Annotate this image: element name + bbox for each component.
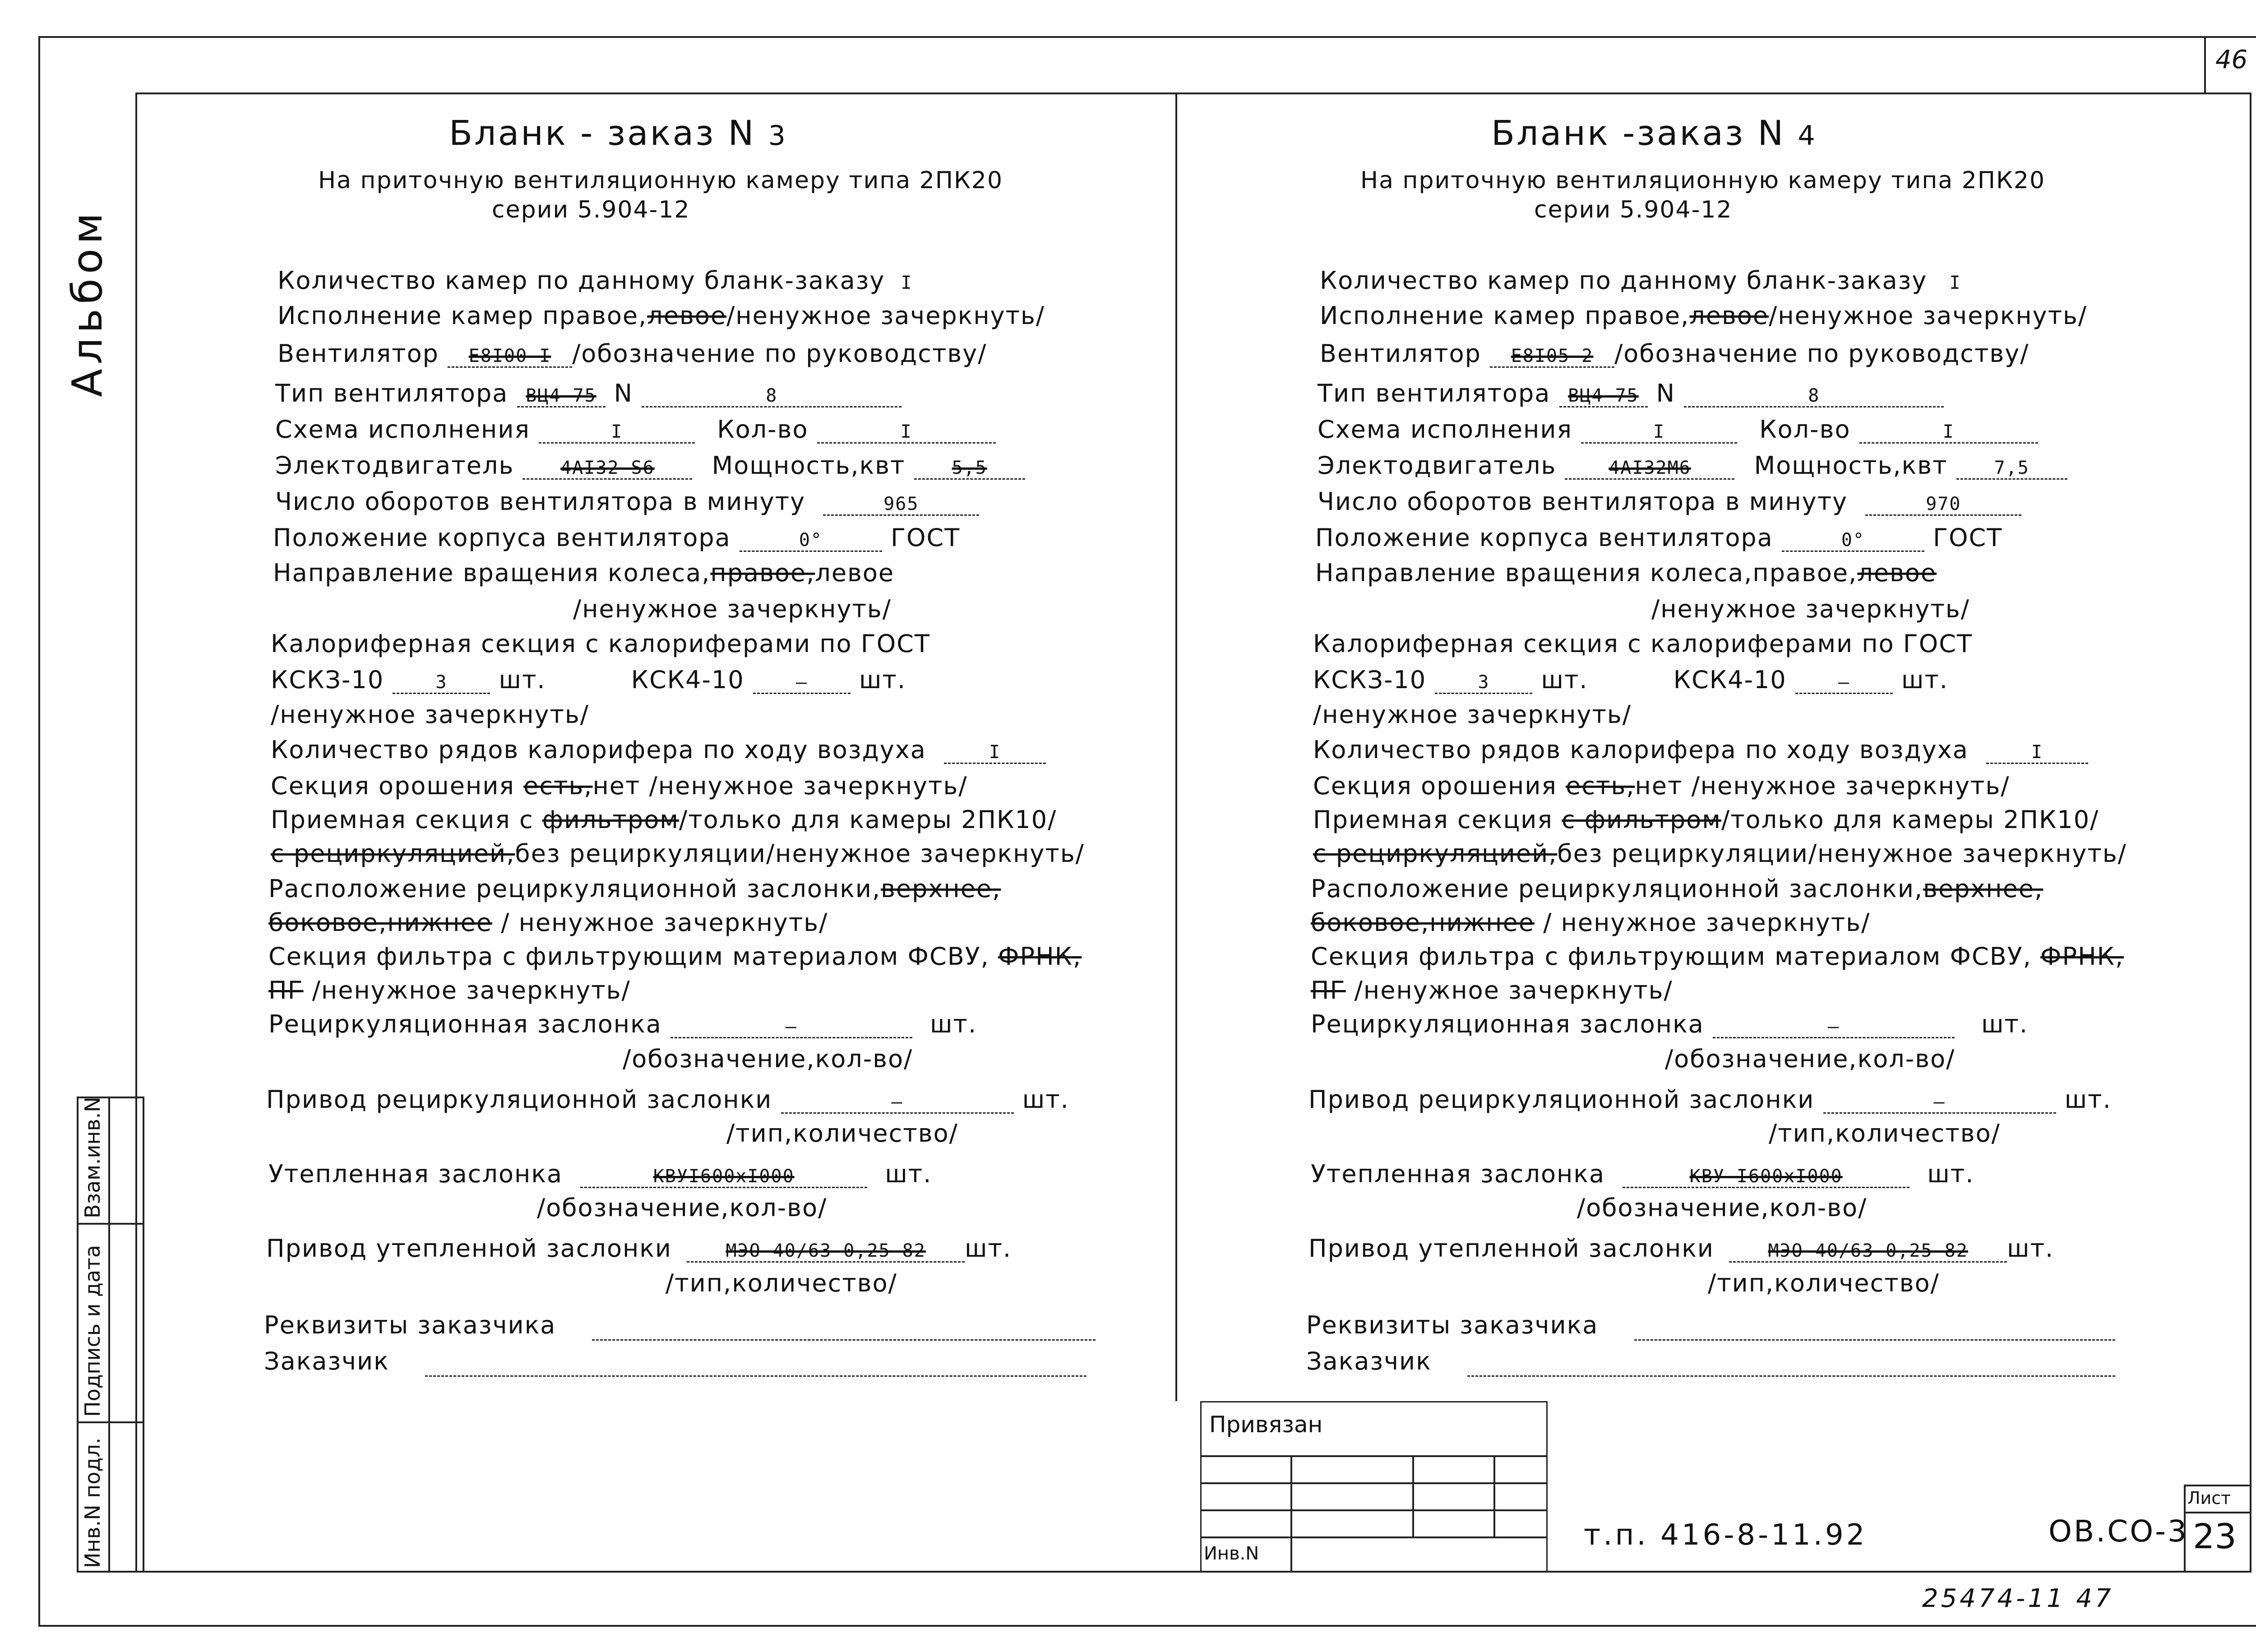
rot-pre: Направление вращения колеса,: [1315, 559, 1753, 587]
filter-line2: [1311, 976, 1673, 1004]
rpm-value: 965: [823, 494, 979, 516]
sheet-box-mid: [2184, 1512, 2251, 1513]
spray-post: нет /ненужное зачеркнуть/: [592, 772, 968, 800]
cust-line: [264, 1347, 1086, 1377]
pos-value: 0°: [1782, 530, 1924, 552]
idamper-unit: шт.: [1927, 1160, 1974, 1188]
damper-pos-strike2: боковое,нижнее: [268, 908, 493, 937]
power-value: 5,5: [914, 458, 1025, 480]
idrive-value: МЭО 40/63-0,25-82: [1729, 1240, 2007, 1263]
damper-pos-post: / ненужное зачеркнуть/: [501, 908, 828, 937]
qty-value: I: [1949, 273, 1961, 293]
rotation-line: [1315, 559, 1937, 587]
rows-line: [271, 736, 1046, 764]
filter-strike1: ФРНК,: [998, 942, 1082, 971]
idrive-note: /тип,количество/: [1708, 1269, 1940, 1297]
idrive-note: /тип,количество/: [666, 1269, 897, 1297]
rpm-label: Число оборотов вентилятора в минуту: [1318, 487, 1848, 516]
scheme-line: [275, 415, 996, 444]
fan-type-value: ВЦ4-75: [517, 385, 606, 407]
heater-note: /ненужное зачеркнуть/: [271, 700, 589, 729]
form-subtitle: На приточную вентиляционную камеру типа 2ПК20: [318, 167, 1003, 194]
heater-line: Калориферная секция с калориферами по ГОСТ: [271, 629, 930, 658]
tied-label: Привязан: [1209, 1411, 1323, 1438]
rdrive-value: –: [1823, 1092, 2056, 1114]
damper-pos-line2: [268, 908, 828, 937]
intake-line: [1313, 805, 2099, 834]
rpm-value: 970: [1865, 494, 2021, 516]
damper-pos-pre: Расположение рециркуляционной заслонки,: [268, 875, 881, 903]
ksk4-unit: шт.: [1901, 666, 1949, 694]
recirc-line: [1313, 839, 2127, 868]
count-value: I: [1859, 421, 2038, 444]
spray-line: [1313, 772, 2010, 800]
idrive-unit: шт.: [965, 1234, 1012, 1263]
rows-value: I: [1986, 742, 2088, 764]
count-value: I: [817, 421, 996, 444]
rdrive-unit: шт.: [2064, 1085, 2112, 1114]
damper-pos-line: [268, 875, 1001, 903]
fan-type-line: [275, 379, 901, 407]
rdrive-note: /тип,количество/: [726, 1119, 958, 1148]
idamper-value: КВУ I600хI000: [1623, 1166, 1909, 1188]
intake-line: [271, 805, 1057, 834]
rdamper-line: [268, 1010, 977, 1038]
fan-type-label: Тип вентилятора: [1318, 379, 1551, 407]
power-value: 7,5: [1956, 458, 2067, 480]
filter-strike2: ПГ: [268, 976, 304, 1004]
tied-col-2: [1412, 1455, 1414, 1536]
fan-post: /обозначение по руководству/: [572, 339, 987, 368]
tied-row-1: [1200, 1455, 1548, 1457]
intake-strike: с фильтром: [1562, 805, 1721, 834]
recirc-post: без рециркуляции/ненужное зачеркнуть/: [1557, 839, 2127, 868]
rot-pre: Направление вращения колеса,: [273, 559, 711, 587]
damper-pos-line: [1311, 875, 2043, 903]
rdamper-unit: шт.: [1981, 1010, 2029, 1038]
heater-note: /ненужное зачеркнуть/: [1313, 700, 1632, 729]
idamper-unit: шт.: [885, 1160, 932, 1188]
idrive-label: Привод утепленной заслонки: [266, 1234, 672, 1263]
spray-pre: Секция орошения: [271, 772, 515, 800]
cust-blank[interactable]: [425, 1347, 1086, 1377]
motor-label: Электодвигатель: [1318, 451, 1557, 480]
cust-blank[interactable]: [1467, 1347, 2115, 1377]
rdrive-unit: шт.: [1022, 1085, 1069, 1114]
fan-value: Е8I00-I: [448, 346, 572, 368]
page-number: 46: [2215, 45, 2248, 74]
fan-no-value: 8: [1684, 385, 1944, 407]
intake-pre: Приемная секция: [1313, 805, 1553, 834]
ksk4-label: КСК4-10: [631, 666, 744, 694]
power-label: Мощность,квт: [1754, 451, 1948, 480]
filter-line: [268, 942, 1082, 971]
fan-no-value: 8: [642, 385, 901, 407]
exec-post: /ненужное зачеркнуть/: [1769, 301, 2088, 330]
ksk3-unit: шт.: [499, 666, 546, 694]
scheme-label: Схема исполнения: [1318, 415, 1572, 444]
idamper-label: Утепленная заслонка: [268, 1160, 563, 1188]
form-subtitle: На приточную вентиляционную камеру типа 2ПК20: [1360, 167, 2046, 194]
scheme-value: I: [539, 421, 695, 444]
scheme-value: I: [1581, 421, 1737, 444]
ksk3-unit: шт.: [1541, 666, 1588, 694]
rdamper-note: /обозначение,кол-во/: [1665, 1045, 1956, 1073]
motor-value: 4АI32М6: [1565, 458, 1734, 480]
rdrive-note: /тип,количество/: [1769, 1119, 2001, 1148]
cust-label: Заказчик: [1306, 1347, 1432, 1375]
motor-line: [275, 451, 1025, 480]
qty-label: Количество камер по данному бланк-заказу: [277, 266, 885, 295]
rot-a: правое,: [1752, 559, 1858, 587]
scheme-line: [1318, 415, 2038, 444]
rdrive-line: [266, 1085, 1069, 1114]
pos-label: Положение корпуса вентилятора: [1315, 523, 1773, 552]
rdrive-label: Привод рециркуляционной заслонки: [266, 1085, 772, 1114]
req-blank[interactable]: [592, 1311, 1096, 1341]
rows-label: Количество рядов калорифера по ходу воздуха: [271, 736, 926, 764]
heater-line: Калориферная секция с калориферами по ГОСТ: [1313, 629, 1973, 658]
spray-strike: есть,: [1566, 772, 1635, 800]
cust-label: Заказчик: [264, 1347, 389, 1375]
fan-no-label: N: [614, 379, 633, 407]
qty-line: [1320, 266, 1961, 295]
album-label: Альбом: [63, 208, 111, 397]
rdrive-value: –: [781, 1092, 1014, 1114]
tied-row-2: [1200, 1482, 1548, 1484]
fan-value: Е8I05-2: [1490, 346, 1614, 368]
filter-strike2: ПГ: [1311, 976, 1346, 1004]
rotation-note: /ненужное зачеркнуть/: [573, 595, 892, 623]
fan-line: [1320, 339, 2029, 368]
center-divider: [1175, 93, 1177, 1401]
req-label: Реквизиты заказчика: [1306, 1311, 1599, 1339]
idrive-label: Привод утепленной заслонки: [1308, 1234, 1714, 1263]
form-title-number: 3: [768, 120, 787, 152]
pos-post: ГОСТ: [891, 523, 961, 552]
exec-line: [1320, 301, 2087, 330]
filter-line: [1311, 942, 2124, 971]
recirc-strike: с рециркуляцией,: [271, 839, 515, 868]
filter-line2: [268, 976, 631, 1004]
ksk3-value: 3: [393, 672, 490, 694]
fan-no-label: N: [1656, 379, 1676, 407]
ksk4-unit: шт.: [859, 666, 906, 694]
intake-strike: фильтром: [542, 805, 679, 834]
pos-post: ГОСТ: [1933, 523, 2003, 552]
side-column-sign: Подпись и дата: [80, 1245, 105, 1417]
spray-strike: есть,: [523, 772, 593, 800]
req-blank[interactable]: [1634, 1311, 2115, 1341]
tied-col-3: [1493, 1455, 1495, 1536]
side-column-sep-1: [77, 1223, 144, 1225]
idamper-line: [268, 1160, 932, 1188]
tied-col-1: [1290, 1455, 1292, 1573]
form-title-text: Бланк -заказ N: [1491, 113, 1785, 153]
damper-pos-post: / ненужное зачеркнуть/: [1543, 908, 1871, 937]
rdamper-unit: шт.: [930, 1010, 977, 1038]
fan-label: Вентилятор: [277, 339, 439, 368]
intake-post: /только для камеры 2ПК10/: [679, 805, 1057, 834]
rot-b: левое: [815, 559, 895, 587]
sheet-number: 23: [2193, 1516, 2237, 1556]
ksk-line: [271, 666, 906, 694]
ksk3-label: КСКЗ-10: [1313, 666, 1427, 694]
ksk3-value: 3: [1435, 672, 1532, 694]
pos-label: Положение корпуса вентилятора: [273, 523, 731, 552]
idamper-note: /обозначение,кол-во/: [1577, 1194, 1868, 1222]
intake-pre: Приемная секция с: [271, 805, 534, 834]
req-label: Реквизиты заказчика: [264, 1311, 556, 1339]
motor-value: 4АI32 S6: [522, 458, 692, 480]
ksk3-label: КСКЗ-10: [271, 666, 384, 694]
ksk4-value: –: [753, 672, 851, 694]
damper-pos-strike1: верхнее,: [1923, 875, 2043, 903]
fan-type-label: Тип вентилятора: [275, 379, 509, 407]
idamper-label: Утепленная заслонка: [1311, 1160, 1605, 1188]
sheet-label: Лист: [2187, 1488, 2231, 1508]
damper-pos-pre: Расположение рециркуляционной заслонки,: [1311, 875, 1923, 903]
motor-label: Электодвигатель: [275, 451, 514, 480]
rdamper-note: /обозначение,кол-во/: [623, 1045, 913, 1073]
filter-post: /ненужное зачеркнуть/: [312, 976, 631, 1004]
idrive-line: [1308, 1234, 2054, 1263]
rows-line: [1313, 736, 2088, 764]
fan-type-value: ВЦ4-75: [1559, 385, 1648, 407]
exec-post: /ненужное зачеркнуть/: [726, 301, 1045, 330]
intake-post: /только для камеры 2ПК10/: [1721, 805, 2099, 834]
filter-strike1: ФРНК,: [2040, 942, 2124, 971]
form-series: серии 5.904-12: [492, 196, 690, 223]
idrive-value: МЭО 40/63-0,25-82: [687, 1240, 965, 1263]
damper-pos-strike2: боковое,нижнее: [1311, 908, 1535, 937]
doc-mark: ОВ.СО-3: [2048, 1514, 2189, 1549]
damper-pos-line2: [1311, 908, 1870, 937]
bottom-note: 25474-11 47: [1922, 1584, 2114, 1613]
form-title-number: 4: [1798, 120, 1817, 152]
power-label: Мощность,квт: [712, 451, 906, 480]
rdamper-value: –: [1713, 1016, 1955, 1038]
count-label: Кол-во: [717, 415, 809, 444]
side-column-divider: [108, 1097, 110, 1573]
side-column-sep-2: [77, 1421, 144, 1423]
spray-pre: Секция орошения: [1313, 772, 1557, 800]
qty-value: I: [901, 273, 913, 293]
fan-label: Вентилятор: [1320, 339, 1481, 368]
inv-label: Инв.N: [1204, 1543, 1259, 1564]
ksk4-label: КСК4-10: [1673, 666, 1787, 694]
exec-strike: левое: [1689, 301, 1769, 330]
rdrive-line: [1308, 1085, 2112, 1114]
rot-a: правое,: [710, 559, 815, 587]
qty-line: [277, 266, 913, 295]
fan-type-line: [1318, 379, 1944, 407]
scheme-label: Схема исполнения: [275, 415, 530, 444]
rdamper-label: Рециркуляционная заслонка: [268, 1010, 662, 1038]
form-title: [1491, 113, 1817, 153]
fan-post: /обозначение по руководству/: [1614, 339, 2029, 368]
idrive-line: [266, 1234, 1012, 1263]
ksk-line: [1313, 666, 1948, 694]
spray-post: нет /ненужное зачеркнуть/: [1635, 772, 2010, 800]
exec-pre: Исполнение камер правое,: [277, 301, 647, 330]
rpm-line: [1318, 487, 2021, 516]
rdrive-label: Привод рециркуляционной заслонки: [1308, 1085, 1815, 1114]
form-title: [449, 113, 787, 153]
recirc-line: [271, 839, 1085, 868]
recirc-post: без рециркуляции/ненужное зачеркнуть/: [515, 839, 1085, 868]
page-number-box-left: [2204, 36, 2206, 93]
idamper-line: [1311, 1160, 1974, 1188]
rows-value: I: [944, 742, 1046, 764]
side-column-replace: Взам.инв.N: [80, 1097, 105, 1218]
exec-line: [277, 301, 1045, 330]
rdamper-value: –: [670, 1016, 912, 1038]
exec-strike: левое: [647, 301, 727, 330]
rows-label: Количество рядов калорифера по ходу воздуха: [1313, 736, 1969, 764]
cust-line: [1306, 1347, 2115, 1377]
idrive-unit: шт.: [2007, 1234, 2054, 1263]
tied-row-4: [1200, 1536, 1548, 1538]
count-label: Кол-во: [1759, 415, 1851, 444]
motor-line: [1318, 451, 2067, 480]
spray-line: [271, 772, 968, 800]
rot-b: левое: [1857, 559, 1937, 587]
fan-line: [277, 339, 987, 368]
filter-pre: Секция фильтра с фильтрующим материалом ФСВУ,: [268, 942, 989, 971]
rdamper-label: Рециркуляционная заслонка: [1311, 1010, 1704, 1038]
rpm-label: Число оборотов вентилятора в минуту: [275, 487, 806, 516]
rotation-note: /ненужное зачеркнуть/: [1651, 595, 1970, 623]
form-title-text: Бланк - заказ N: [449, 113, 756, 153]
qty-label: Количество камер по данному бланк-заказу: [1320, 266, 1928, 295]
req-line: [264, 1311, 1096, 1341]
filter-pre: Секция фильтра с фильтрующим материалом ФСВУ,: [1311, 942, 2032, 971]
tied-row-3: [1200, 1509, 1548, 1511]
req-line: [1306, 1311, 2115, 1341]
sheet-box-top: [2184, 1485, 2251, 1486]
rotation-line: [273, 559, 894, 587]
doc-code: т.п. 416-8-11.92: [1584, 1518, 1868, 1552]
pos-value: 0°: [740, 530, 882, 552]
filter-post: /ненужное зачеркнуть/: [1354, 976, 1673, 1004]
recirc-strike: с рециркуляцией,: [1313, 839, 1558, 868]
rdamper-line: [1311, 1010, 2028, 1038]
form-series: серии 5.904-12: [1534, 196, 1733, 223]
exec-pre: Исполнение камер правое,: [1320, 301, 1690, 330]
side-column-inv: Инв.N подл.: [80, 1437, 105, 1568]
rpm-line: [275, 487, 979, 516]
ksk4-value: –: [1795, 672, 1893, 694]
idamper-value: КВУI600хI000: [580, 1166, 867, 1188]
idamper-note: /обозначение,кол-во/: [537, 1194, 828, 1222]
pos-line: [1315, 523, 2002, 552]
pos-line: [273, 523, 960, 552]
damper-pos-strike1: верхнее,: [881, 875, 1001, 903]
